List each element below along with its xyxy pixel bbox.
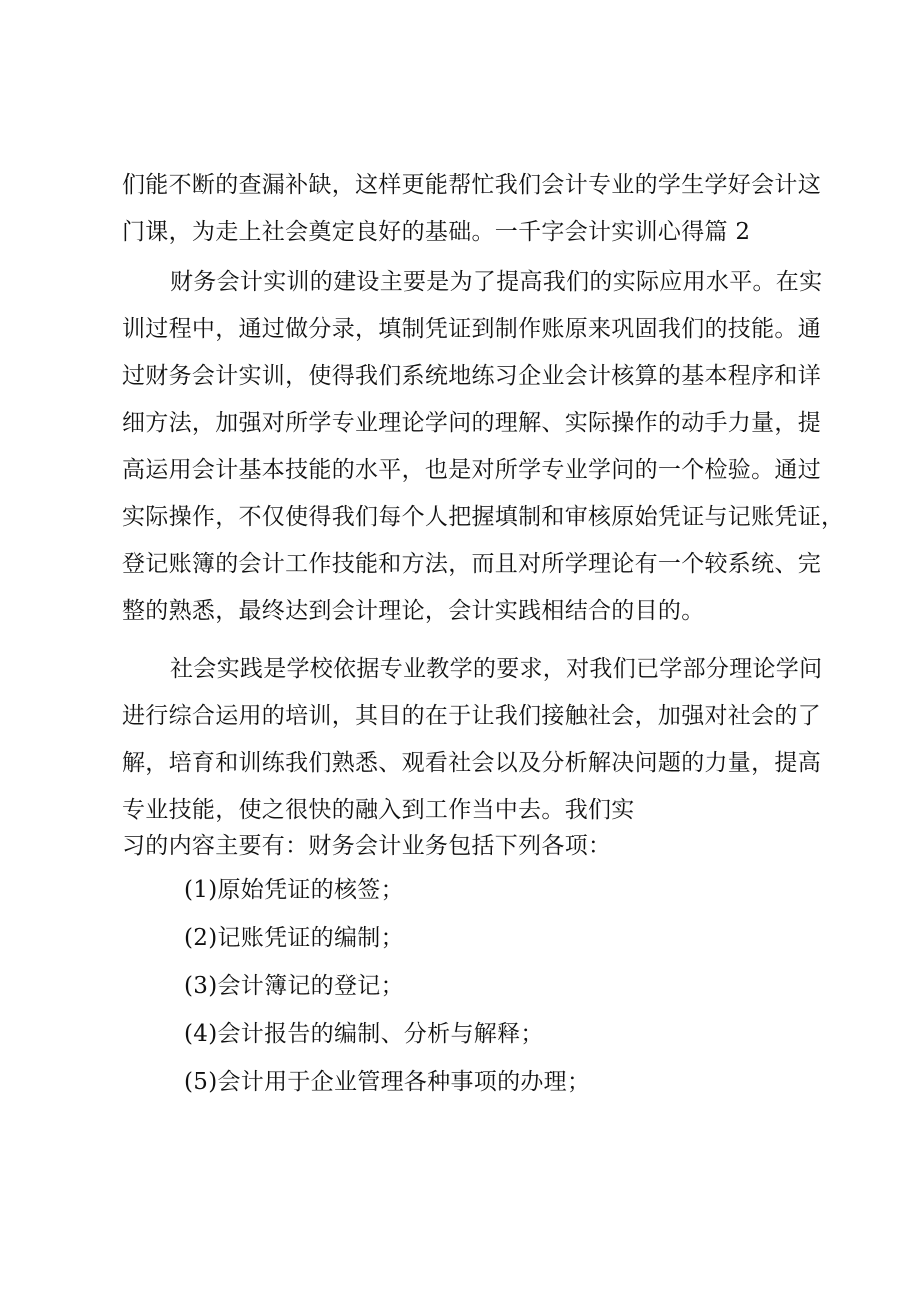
list-item: (3)会计簿记的登记； <box>184 973 404 999</box>
list-item: (1)原始凭证的核签； <box>184 877 404 903</box>
text-line: 训过程中，通过做分录，填制凭证到制作账原来巩固我们的技能。通 <box>122 316 821 342</box>
text-line: 专业技能，使之很快的融入到工作当中去。我们实 <box>122 797 635 823</box>
text-line: 财务会计实训的建设主要是为了提高我们的实际应用水平。在实 <box>170 269 823 295</box>
paragraph-social-practice <box>122 646 823 870</box>
list-item: (5)会计用于企业管理各种事项的办理； <box>184 1069 591 1095</box>
text-line: 解，培育和训练我们熟悉、观看社会以及分析解决问题的力量，提高 <box>122 750 821 776</box>
text-line: 过财务会计实训，使得我们系统地练习企业会计核算的基本程序和详 <box>122 363 821 389</box>
text-line: 整的熟悉，最终达到会计理论，会计实践相结合的目的。 <box>122 598 705 624</box>
text-line: 高运用会计基本技能的水平，也是对所学专业学问的一个检验。通过 <box>122 457 821 483</box>
text-line: 实际操作，不仅使得我们每个人把握填制和审核原始凭证与记账凭证， <box>122 504 845 530</box>
text-line: 进行综合运用的培训，其目的在于让我们接触社会，加强对社会的了 <box>122 703 821 729</box>
text-line: 门课，为走上社会奠定良好的基础。一千字会计实训心得篇 2 <box>122 219 751 245</box>
text-line: 社会实践是学校依据专业教学的要求，对我们已学部分理论学问 <box>170 656 823 682</box>
text-line: 习的内容主要有：财务会计业务包括下列各项： <box>122 833 612 859</box>
training-content-list <box>122 867 818 1107</box>
text-line: 登记账簿的会计工作技能和方法，而且对所学理论有一个较系统、完 <box>122 551 821 577</box>
text-line: 细方法，加强对所学专业理论学问的理解、实际操作的动手力量，提 <box>122 410 821 436</box>
paragraph-financial-training <box>122 259 845 635</box>
list-item: (4)会计报告的编制、分析与解释； <box>184 1021 544 1047</box>
text-line: 们能不断的查漏补缺，这样更能帮忙我们会计专业的学生学好会计这 <box>122 172 821 198</box>
paragraph-continuation <box>122 162 821 256</box>
list-item: (2)记账凭证的编制； <box>184 925 404 951</box>
